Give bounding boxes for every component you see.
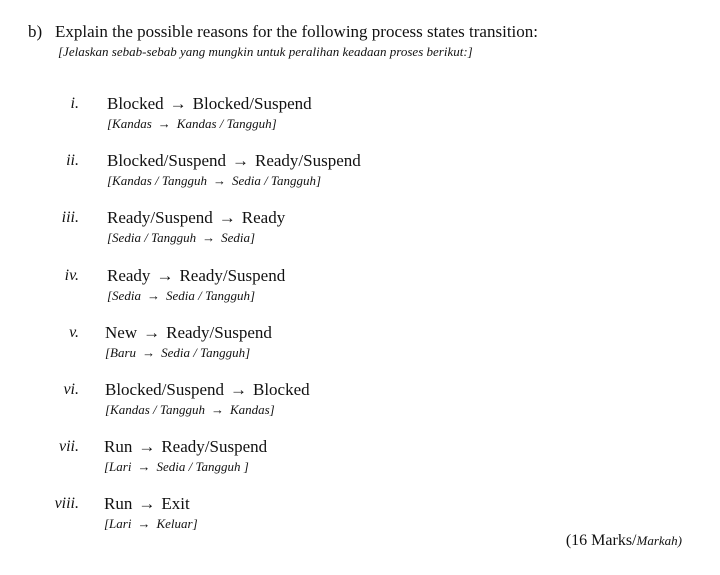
item-numeral: iv. (64, 267, 79, 284)
marks-translation: Markah) (636, 533, 682, 548)
arrow-icon: → (137, 459, 151, 474)
marks-value: (16 Marks/ (565, 532, 637, 549)
to-state: Ready/Suspend (179, 266, 286, 285)
transition-malay (107, 288, 255, 304)
transition-item (0, 264, 720, 312)
from-state-malay: [Kandas (107, 116, 152, 131)
arrow-icon: → (142, 345, 156, 360)
transition-item (0, 206, 720, 254)
to-state-malay: Kandas / Tangguh] (176, 116, 277, 131)
item-numeral: i. (70, 95, 79, 112)
to-state-malay: Sedia] (221, 230, 256, 245)
question-label: b) (28, 22, 43, 41)
transition-malay (104, 459, 249, 475)
question-translation: [Jelaskan sebab-sebab yang mungkin untuk peralihan keadaan proses berikut:] (58, 44, 473, 59)
from-state-malay: [Baru (105, 345, 137, 360)
to-state-malay: Kandas] (229, 402, 275, 417)
transition-english (107, 94, 312, 114)
transition-english (104, 494, 190, 514)
to-state: Blocked (253, 380, 310, 399)
item-numeral: iii. (61, 209, 79, 226)
from-state-malay: [Lari (104, 459, 132, 474)
question-text: Explain the possible reasons for the following process states transition: (55, 22, 538, 41)
from-state: Blocked (107, 94, 164, 113)
from-state: Run (104, 437, 133, 456)
transition-english (105, 323, 272, 343)
to-state: Blocked/Suspend (192, 94, 312, 113)
to-state-malay: Sedia / Tangguh] (231, 173, 322, 188)
arrow-icon: → (143, 323, 161, 342)
arrow-icon: → (232, 151, 249, 170)
to-state-malay: Keluar] (156, 516, 198, 531)
transition-item (0, 92, 720, 140)
to-state-malay: Sedia / Tangguh] (161, 345, 251, 360)
item-numeral: vi. (63, 381, 79, 398)
transition-malay (105, 345, 250, 361)
from-state-malay: [Kandas / Tangguh (105, 402, 205, 417)
to-state: Ready/Suspend (166, 323, 272, 342)
to-state: Exit (161, 494, 190, 513)
transition-item (0, 149, 720, 197)
item-numeral: vii. (59, 438, 79, 455)
to-state: Ready/Suspend (161, 437, 268, 456)
arrow-icon: → (146, 288, 160, 303)
transition-malay (105, 402, 275, 418)
item-numeral: ii. (66, 152, 79, 169)
from-state: Ready/Suspend (107, 208, 213, 227)
from-state-malay: [Sedia / Tangguh (107, 230, 197, 245)
transition-item (0, 321, 720, 369)
arrow-icon: → (212, 173, 226, 188)
transition-malay (107, 116, 277, 132)
arrow-icon: → (138, 494, 156, 513)
arrow-icon: → (210, 402, 224, 417)
transition-item (0, 378, 720, 426)
transition-malay (107, 230, 255, 246)
from-state: Ready (107, 266, 151, 285)
transition-malay (107, 173, 321, 189)
transition-english (107, 208, 285, 228)
transition-english (104, 437, 267, 457)
transition-english (107, 151, 361, 171)
from-state: Blocked/Suspend (107, 151, 226, 170)
arrow-icon: → (230, 380, 247, 399)
transition-item (0, 435, 720, 483)
item-numeral: v. (69, 324, 79, 341)
to-state-malay: Sedia / Tangguh] (165, 288, 256, 303)
marks-label (566, 532, 682, 550)
arrow-icon: → (157, 116, 171, 131)
from-state-malay: [Lari (104, 516, 132, 531)
arrow-icon: → (137, 516, 151, 531)
to-state-malay: Sedia / Tangguh ] (156, 459, 249, 474)
arrow-icon: → (169, 94, 187, 113)
to-state: Ready/Suspend (255, 151, 361, 170)
to-state: Ready (241, 208, 286, 227)
from-state-malay: [Sedia (107, 288, 141, 303)
arrow-icon: → (218, 208, 236, 227)
transition-english (107, 266, 285, 286)
from-state-malay: [Kandas / Tangguh (107, 173, 207, 188)
arrow-icon: → (202, 230, 216, 245)
item-numeral: viii. (54, 495, 79, 512)
from-state: Blocked/Suspend (105, 380, 224, 399)
arrow-icon: → (138, 437, 156, 456)
transition-english (105, 380, 310, 400)
from-state: New (105, 323, 138, 342)
transition-malay (104, 516, 198, 532)
arrow-icon: → (156, 266, 174, 285)
from-state: Run (104, 494, 133, 513)
